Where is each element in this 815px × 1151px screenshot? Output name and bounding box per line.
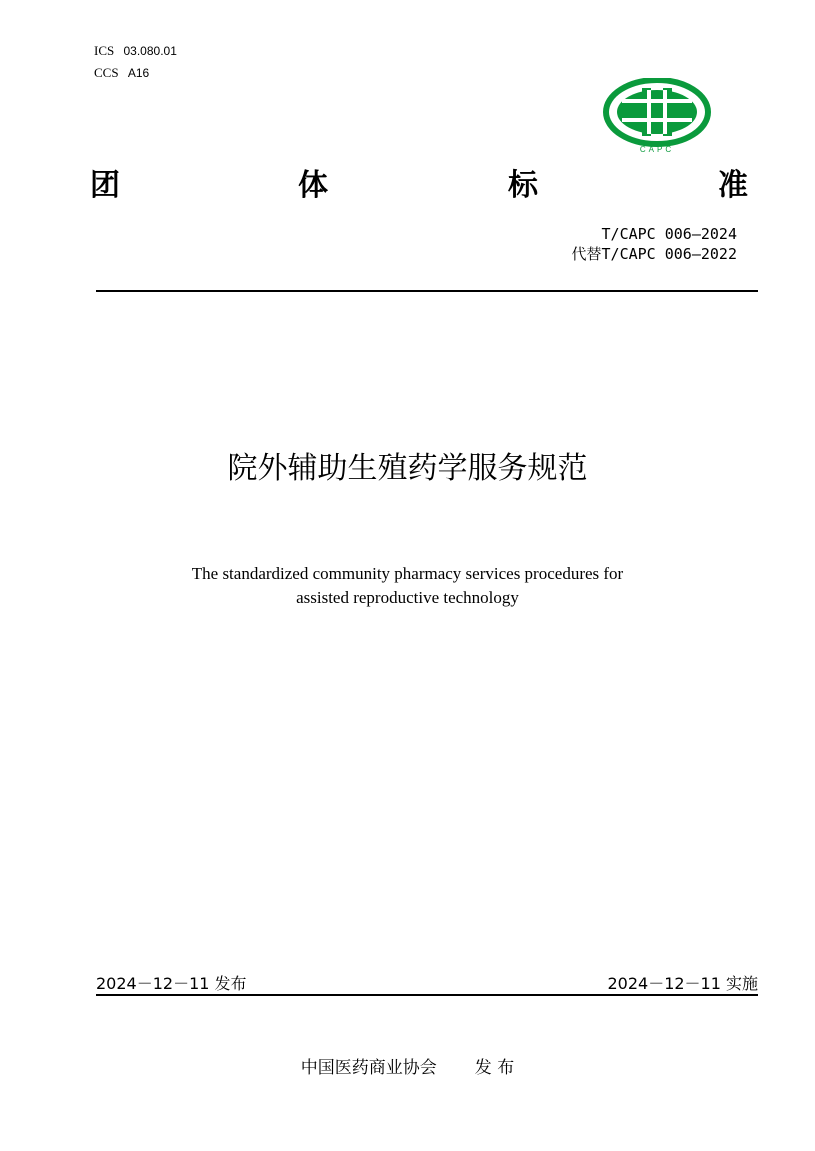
ics-code: 03.080.01	[123, 44, 177, 58]
standard-number: T/CAPC 006—2024	[601, 225, 737, 243]
english-title-line-2: assisted reproductive technology	[296, 588, 519, 607]
header-char-3: 标	[508, 168, 538, 203]
issuer-name: 中国医药商业协会	[300, 1058, 437, 1078]
ics-label: ICS	[94, 43, 115, 58]
capc-logo-icon	[602, 78, 712, 154]
replaced-standard: 代替T/CAPC 006—2022	[571, 245, 737, 263]
effective-date: 2024－12－11 实施	[607, 974, 758, 993]
header-char-2: 体	[298, 168, 328, 203]
classification-codes	[94, 40, 177, 84]
english-title	[0, 562, 815, 610]
header-char-4: 准	[718, 168, 748, 203]
ccs-code: A16	[127, 66, 150, 80]
ccs-label: CCS	[94, 65, 119, 80]
ccs-line	[94, 62, 177, 84]
header-char-1: 团	[90, 168, 120, 203]
english-title-line-1: The standardized community pharmacy services procedures for	[191, 564, 624, 583]
top-divider	[96, 290, 758, 292]
dates-row	[96, 971, 758, 995]
bottom-divider	[96, 994, 758, 996]
chinese-title: 院外辅助生殖药学服务规范	[227, 451, 588, 486]
issuer-action: 发 布	[474, 1058, 515, 1078]
issuer-line	[0, 1053, 815, 1078]
ics-line	[94, 40, 177, 62]
group-standard-header	[90, 160, 750, 203]
svg-text:CAPC: CAPC	[639, 145, 675, 154]
standard-number-block	[572, 224, 737, 264]
issue-date: 2024－12－11 发布	[96, 974, 247, 993]
